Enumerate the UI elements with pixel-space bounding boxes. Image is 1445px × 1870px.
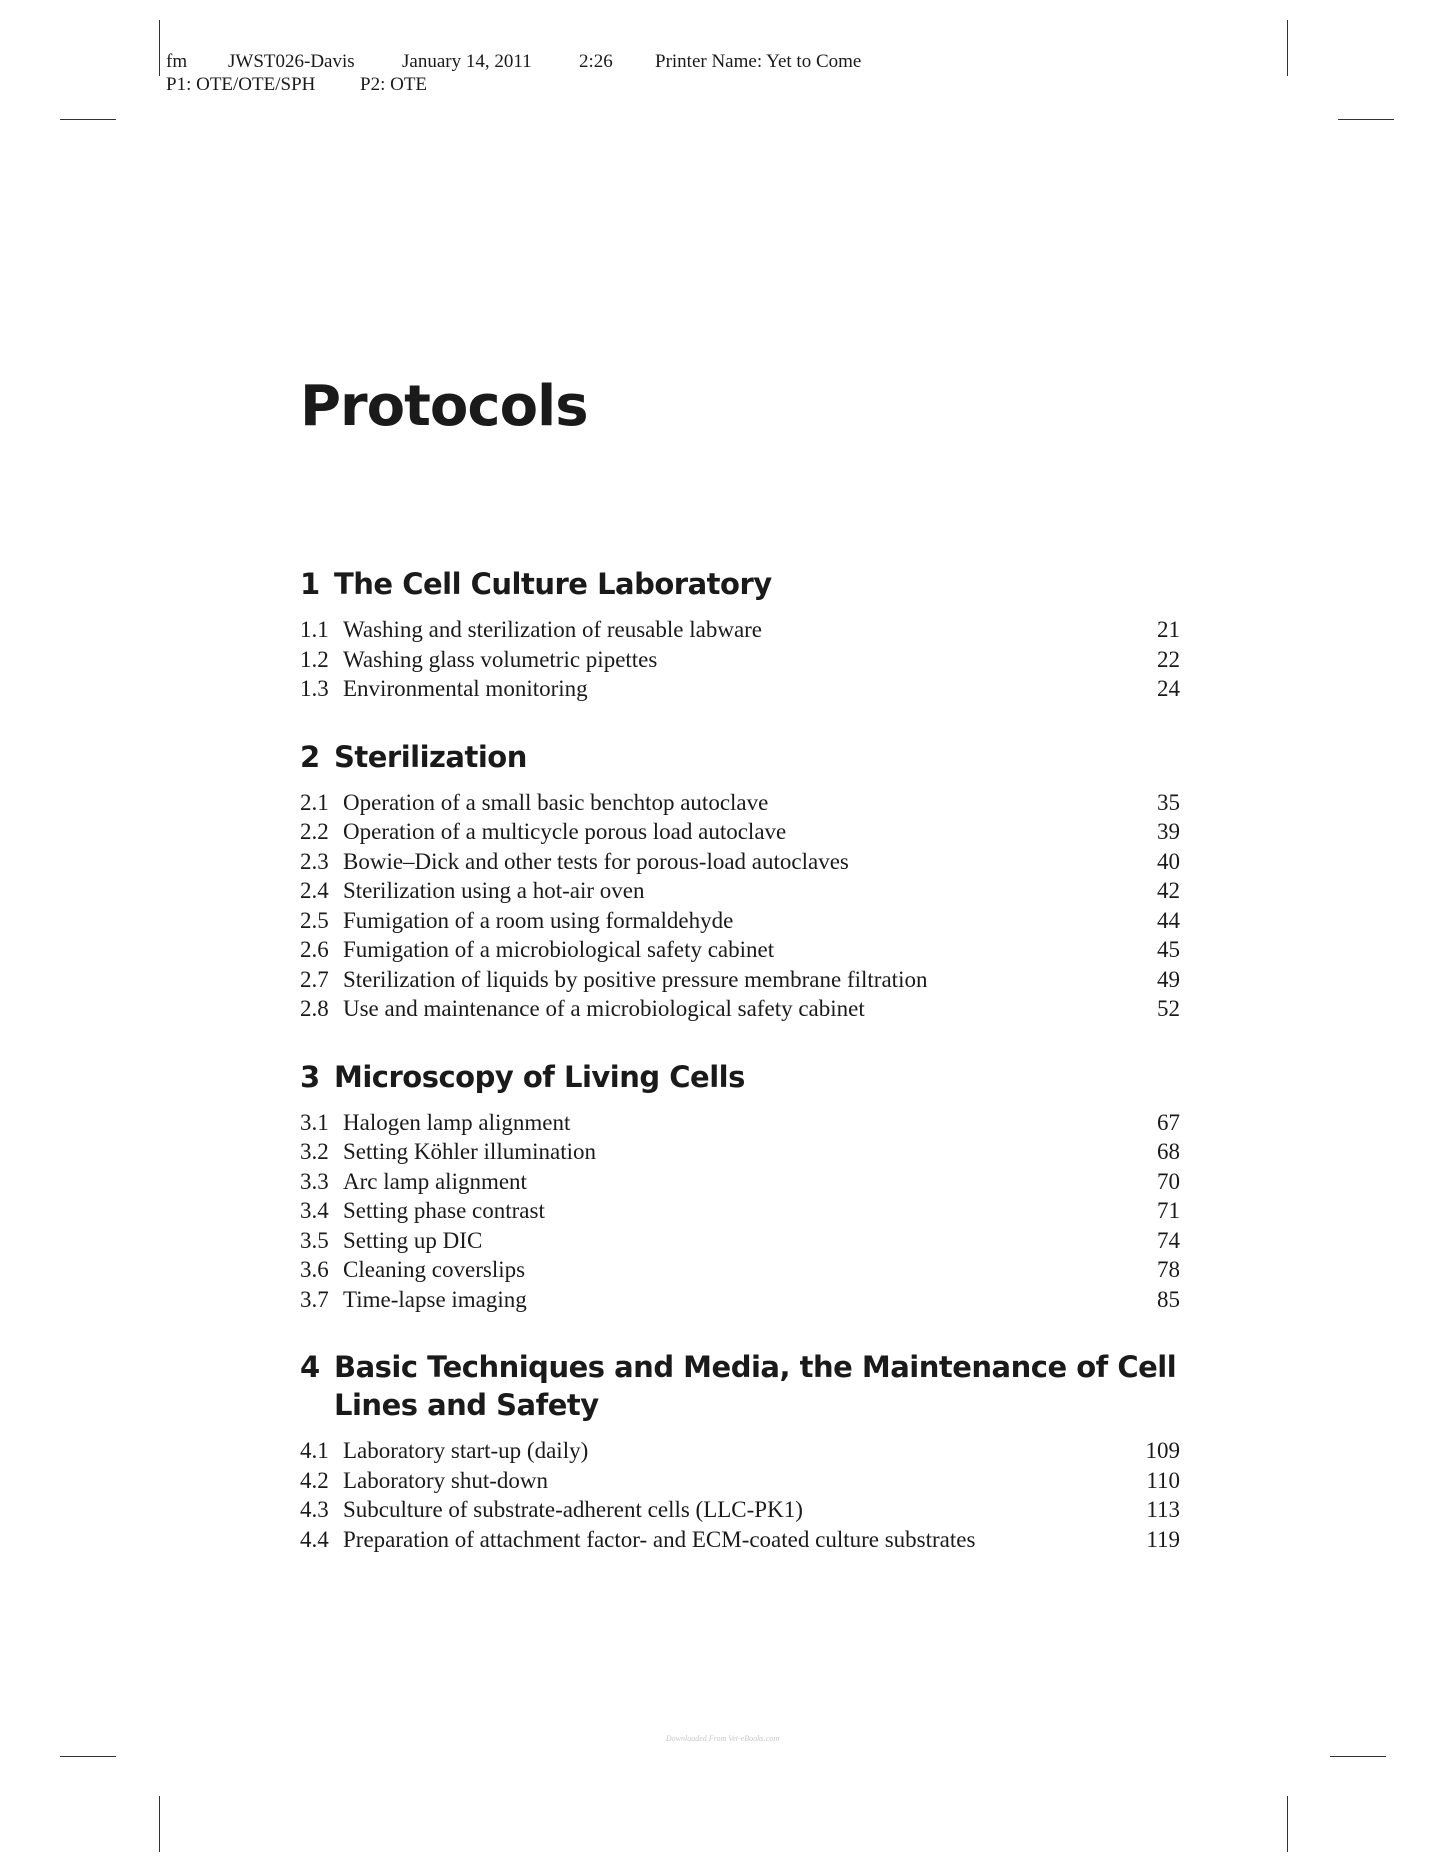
entry-number: 4.2: [300, 1467, 329, 1493]
crop-mark: [1330, 1756, 1386, 1757]
chapter-number: 4: [300, 1350, 320, 1384]
printer-slug: [166, 50, 861, 96]
entry-page: 110: [1146, 1467, 1180, 1493]
entry-number: 2.5: [300, 907, 329, 933]
toc-entry: [300, 1525, 1180, 1555]
entry-number: 3.4: [300, 1198, 329, 1223]
chapter-heading: [300, 565, 1180, 603]
toc-entry: [300, 935, 1180, 965]
slug-field: 2:26: [579, 51, 613, 72]
entry-number: 4.4: [300, 1526, 329, 1552]
toc-entry: [300, 674, 1180, 704]
chapter-heading: [300, 1348, 1180, 1424]
toc-entry: [300, 1255, 1180, 1285]
entry-number: 1.2: [300, 646, 329, 672]
entry-number: 2.6: [300, 937, 329, 962]
entry-number: 2.8: [300, 996, 329, 1021]
entry-title: Subculture of substrate-adherent cells (LLC-PK1): [343, 1497, 803, 1522]
entry-title: Fumigation of a room using formaldehyde: [343, 907, 734, 933]
entry-number: 4.3: [300, 1497, 329, 1522]
toc-entry: [300, 788, 1180, 818]
entry-title: Setting Köhler illumination: [343, 1139, 596, 1164]
entry-title: Time-lapse imaging: [343, 1286, 527, 1312]
crop-mark: [1287, 1796, 1288, 1852]
chapter-title: Basic Techniques and Media, the Maintenance of Cell Lines and Safety: [334, 1350, 1177, 1422]
entry-page: 42: [1157, 878, 1180, 903]
entry-title: Fumigation of a microbiological safety cabinet: [343, 937, 775, 962]
toc-entry: [300, 1167, 1180, 1197]
entry-page: 39: [1157, 819, 1180, 844]
entry-title: Operation of a small basic benchtop autoclave: [343, 789, 769, 815]
entry-title: Environmental monitoring: [343, 676, 588, 701]
slug-field: P2: OTE: [360, 74, 428, 95]
entry-number: 3.3: [300, 1168, 329, 1194]
entry-number: 3.2: [300, 1139, 329, 1164]
slug-field: fm: [166, 51, 188, 72]
entry-title: Setting up DIC: [343, 1227, 483, 1253]
toc-entry: [300, 817, 1180, 847]
entry-title: Washing glass volumetric pipettes: [343, 646, 658, 672]
toc-entry: [300, 1108, 1180, 1138]
entry-number: 3.1: [300, 1109, 329, 1135]
entry-page: 44: [1157, 907, 1180, 933]
toc-entry: [300, 1196, 1180, 1226]
toc-entry: [300, 1466, 1180, 1496]
entry-number: 3.7: [300, 1286, 329, 1312]
entry-title: Cleaning coverslips: [343, 1257, 526, 1282]
entry-number: 2.2: [300, 819, 329, 844]
download-watermark: Downloaded From Vet-eBooks.com: [665, 1734, 780, 1743]
toc-entry: [300, 994, 1180, 1024]
toc-entry: [300, 645, 1180, 675]
toc-entry: [300, 965, 1180, 995]
entry-page: 49: [1157, 966, 1180, 992]
entry-number: 2.1: [300, 789, 329, 815]
entry-page: 45: [1157, 937, 1180, 962]
entry-number: 4.1: [300, 1438, 329, 1463]
entry-number: 3.5: [300, 1227, 329, 1253]
chapter-number: 2: [300, 739, 320, 774]
entry-title: Bowie–Dick and other tests for porous-load autoclaves: [343, 848, 849, 874]
entry-title: Operation of a multicycle porous load autoclave: [343, 819, 787, 844]
crop-mark: [1287, 20, 1288, 76]
toc-entry: [300, 615, 1180, 645]
toc-entry: [300, 1137, 1180, 1167]
chapter: [300, 1348, 1180, 1554]
chapter-number: 3: [300, 1059, 320, 1094]
entry-page: 119: [1146, 1526, 1180, 1552]
entry-page: 40: [1157, 848, 1180, 874]
slug-field: Printer Name: Yet to Come: [655, 51, 862, 72]
entry-number: 2.3: [300, 848, 329, 874]
entry-page: 21: [1157, 617, 1180, 642]
chapter-heading: [300, 738, 1180, 776]
toc-entry: [300, 1285, 1180, 1315]
slug-field: January 14, 2011: [402, 51, 532, 72]
chapter-number: 1: [300, 567, 320, 601]
entry-page: 52: [1157, 996, 1180, 1021]
entry-page: 35: [1157, 789, 1180, 815]
entry-page: 67: [1157, 1109, 1180, 1135]
entry-number: 1.1: [300, 617, 329, 642]
toc-entry: [300, 906, 1180, 936]
entry-title: Arc lamp alignment: [343, 1168, 527, 1194]
table-of-contents: [300, 565, 1180, 1588]
entry-number: 1.3: [300, 676, 329, 701]
toc-entry: [300, 1436, 1180, 1466]
entry-page: 24: [1157, 676, 1180, 701]
entry-page: 22: [1157, 646, 1180, 672]
entry-page: 113: [1146, 1497, 1180, 1522]
entry-number: 3.6: [300, 1257, 329, 1282]
toc-entry: [300, 1226, 1180, 1256]
entry-page: 85: [1157, 1286, 1180, 1312]
entry-title: Preparation of attachment factor- and ECM-coated culture substrates: [343, 1526, 976, 1552]
toc-entry: [300, 847, 1180, 877]
slug-line-1: [166, 50, 861, 73]
crop-mark: [159, 1796, 160, 1852]
chapter: [300, 565, 1180, 704]
slug-field: P1: OTE/OTE/SPH: [166, 74, 316, 95]
entry-page: 78: [1157, 1257, 1180, 1282]
entry-title: Washing and sterilization of reusable labware: [343, 617, 763, 642]
entry-title: Sterilization of liquids by positive pressure membrane filtration: [343, 966, 928, 992]
crop-mark: [1338, 119, 1394, 120]
crop-mark: [159, 20, 160, 76]
slug-line-2: [166, 73, 861, 96]
chapter: [300, 738, 1180, 1024]
chapter-title: Sterilization: [334, 739, 527, 774]
page-title: Protocols: [300, 374, 588, 439]
entry-number: 2.7: [300, 966, 329, 992]
entry-title: Setting phase contrast: [343, 1198, 545, 1223]
slug-field: JWST026-Davis: [228, 51, 355, 72]
toc-entry: [300, 1495, 1180, 1525]
entry-title: Use and maintenance of a microbiological safety cabinet: [343, 996, 865, 1021]
entry-page: 74: [1157, 1227, 1180, 1253]
chapter-title: Microscopy of Living Cells: [334, 1059, 745, 1094]
crop-mark: [60, 119, 116, 120]
crop-mark: [60, 1756, 116, 1757]
entry-title: Laboratory shut-down: [343, 1467, 549, 1493]
entry-title: Laboratory start-up (daily): [343, 1438, 589, 1463]
entry-page: 68: [1157, 1139, 1180, 1164]
chapter-title: The Cell Culture Laboratory: [334, 567, 772, 601]
chapter-heading: [300, 1058, 1180, 1096]
entry-page: 71: [1157, 1198, 1180, 1223]
entry-title: Sterilization using a hot-air oven: [343, 878, 645, 903]
entry-title: Halogen lamp alignment: [343, 1109, 571, 1135]
entry-page: 70: [1157, 1168, 1180, 1194]
entry-number: 2.4: [300, 878, 329, 903]
chapter: [300, 1058, 1180, 1315]
entry-page: 109: [1145, 1438, 1180, 1463]
toc-entry: [300, 876, 1180, 906]
